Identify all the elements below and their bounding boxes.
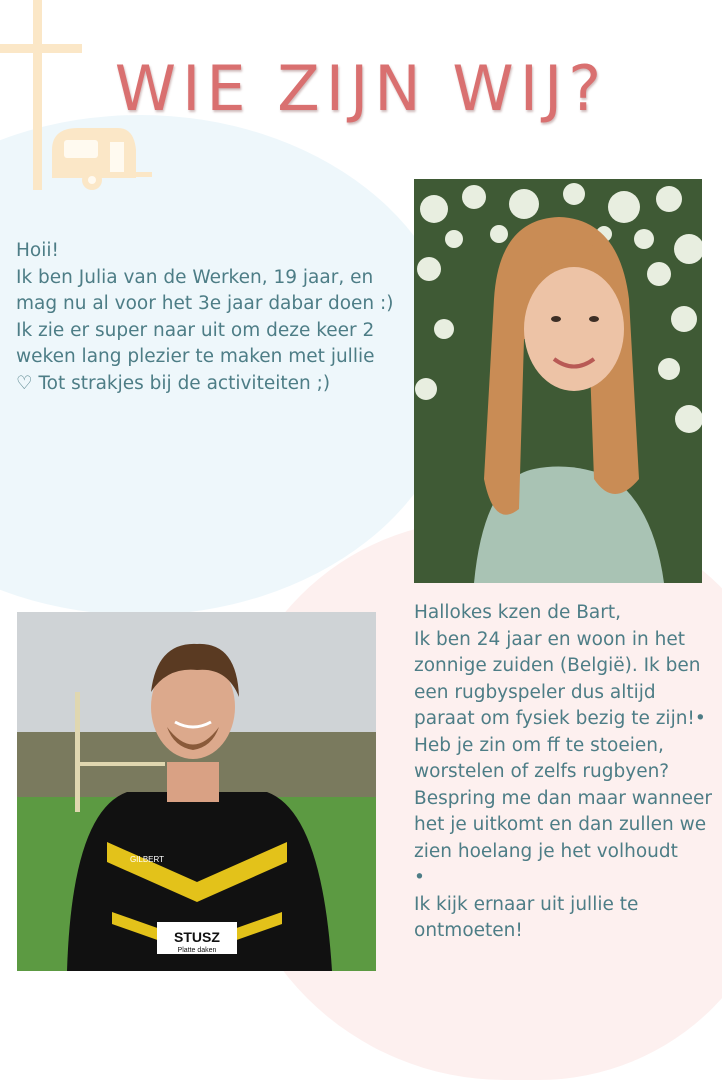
page-title: WIE ZIJN WIJ? <box>114 52 608 125</box>
julia-photo <box>414 179 702 583</box>
julia-intro-text: Hoii! Ik ben Julia van de Werken, 19 jaar, en mag nu al voor het 3e jaar dabar doen :) Ik zie er super naar uit om deze keer 2 weken lang plezier te maken met jullie ♡ Tot strakjes bij de activiteiten ;) <box>16 240 394 394</box>
bart-intro-text: Hallokes kzen de Bart, Ik ben 24 jaar en woon in het zonnige zuiden (België). Ik ben een rugbyspeler dus altijd paraat om fysiek bezig te zijn!• Heb je zin om ff te stoeien, worstelen of zelfs rugbyen? Bespring me dan maar wanneer het je uitkomt en dan zullen we zien hoelang je het volhoudt • Ik kijk ernaar uit jullie te ontmoeten! <box>414 602 712 941</box>
shirt-brand: GILBERT <box>129 855 165 864</box>
caravan-icon <box>52 128 152 190</box>
shirt-logo-subtext: Platte daken <box>177 947 217 954</box>
shirt-logo-text: STUSZ <box>174 929 220 945</box>
bart-photo <box>17 612 376 971</box>
